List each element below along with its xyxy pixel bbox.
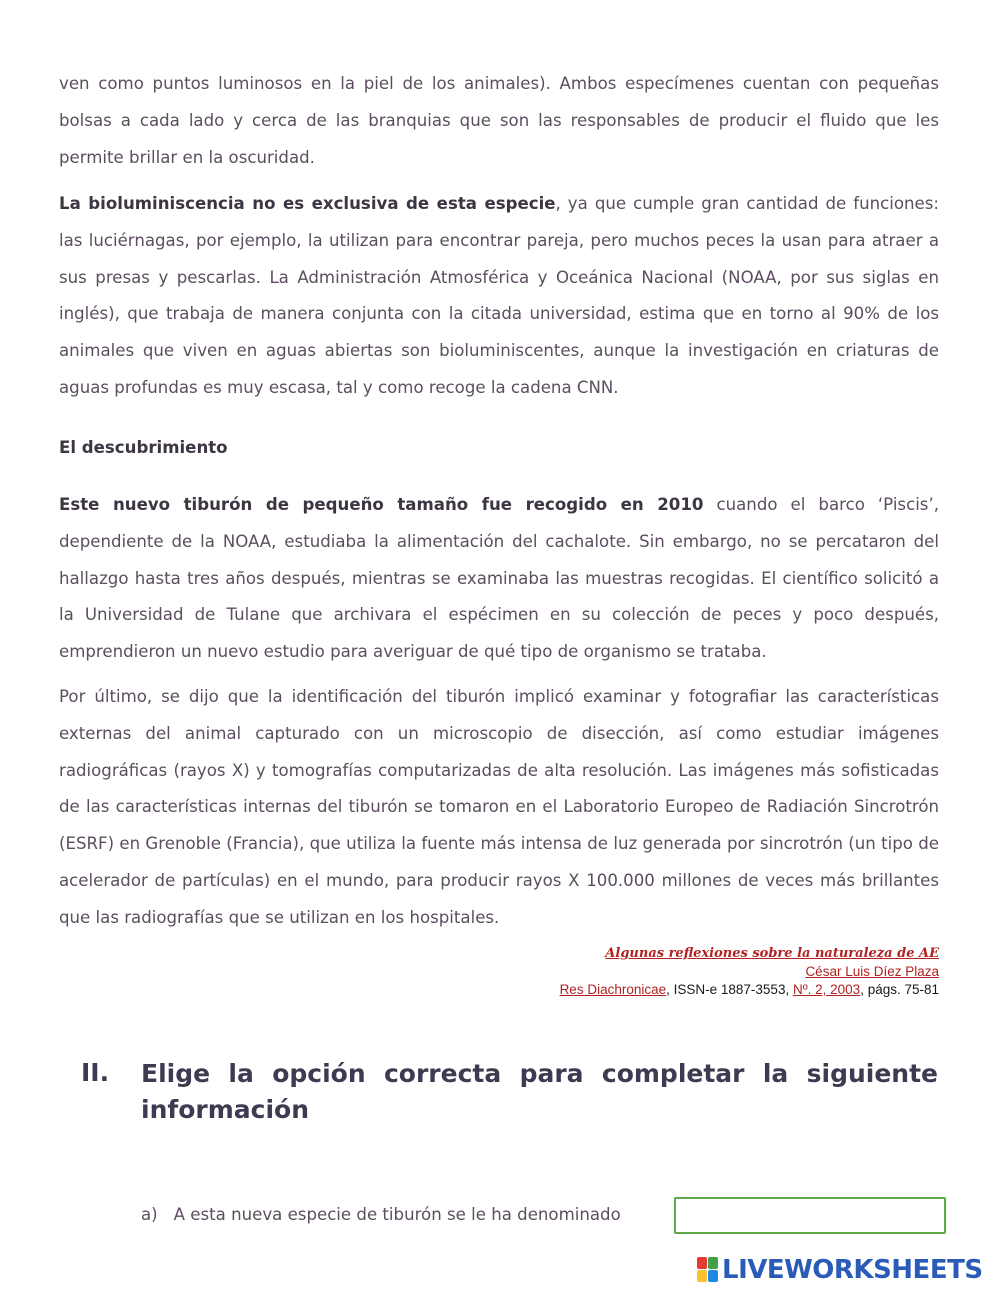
section-heading-discovery: El descubrimiento [59, 438, 228, 457]
citation-journal-link[interactable]: Res Diachronicae [559, 982, 667, 997]
citation-block [560, 944, 939, 999]
paragraph-bioluminescence-pouches: ven como puntos luminosos en la piel de los animales). Ambos especímenes cuentan con pequeñas bolsas a cada lado y cerca de las branquias que son las responsables de producir el fluido que les permite brillar en la oscuridad. [59, 74, 939, 167]
liveworksheets-logo-text: LIVEWORKSHEETS [722, 1255, 983, 1285]
paragraph-discovery: Este nuevo tiburón de pequeño tamaño fue recogido en 2010 cuando el barco ‘Piscis’, dependiente de la NOAA, estudiaba la alimentación del cachalote. Sin embargo, no se percataron del hallazgo hasta tres años después, mientras se examinaba las muestras recogidas. El científico solicitó a la Universidad de Tulane que archivara el espécimen en su colección de peces y poco después, emprendieron un nuevo estudio para averiguar de qué tipo de organismo se trataba. [59, 495, 939, 662]
section-title: Elige la opción correcta para completar la siguiente información [141, 1059, 938, 1124]
paragraph-identification: Por último, se dijo que la identificación del tiburón implicó examinar y fotografiar las características externas del animal capturado con un microscopio de disección, así como estudiar imágenes radiográficas (rayos X) y tomografías computarizadas de alta resolución. Las imágenes más sofisticadas de las características internas del tiburón se tomaron en el Laboratorio Europeo de Radiación Sincrotrón (ESRF) en Grenoble (Francia), que utiliza la fuente más intensa de luz generada por sincrotrón (un tipo de acelerador de partículas) en el mundo, para producir rayos X 100.000 millones de veces más brillantes que las radiografías que se utilizan en los hospitales. [59, 687, 939, 927]
liveworksheets-logo-icon [697, 1257, 719, 1283]
question-a [141, 1205, 621, 1224]
paragraph-lead-bold: Este nuevo tiburón de pequeño tamaño fue recogido en 2010 [59, 495, 704, 514]
liveworksheets-logo [697, 1255, 983, 1285]
paragraph-lead-bold: La bioluminiscencia no es exclusiva de esta especie [59, 194, 556, 213]
citation-issn: , ISSN-e 1887-3553, [666, 982, 793, 997]
citation-issue-link[interactable]: Nº. 2, 2003 [792, 982, 861, 997]
citation-title-link[interactable]: Algunas reflexiones sobre la naturaleza de AE [605, 946, 939, 961]
paragraph-bioluminescence-functions: La bioluminiscencia no es exclusiva de esta especie, ya que cumple gran cantidad de funciones: las luciérnagas, por ejemplo, la utilizan para encontrar pareja, pero muchos peces la usan para atraer a sus presas y pescarlas. La Administración Atmosférica y Oceánica Nacional (NOAA, por sus siglas en inglés), que trabaja de manera conjunta con la citada universidad, estima que en torno al 90% de los animales que viven en aguas abiertas son bioluminiscentes, aunque la investigación en criaturas de aguas profundas es muy escasa, tal y como recoge la cadena CNN. [59, 194, 939, 397]
answer-input-a[interactable] [674, 1197, 946, 1234]
question-text: A esta nueva especie de tiburón se le ha denominado [173, 1205, 621, 1224]
citation-pages: , págs. 75-81 [860, 982, 939, 997]
question-label: a) [141, 1205, 158, 1224]
section-number: II. [81, 1058, 110, 1087]
citation-author-link[interactable]: César Luis Díez Plaza [805, 964, 939, 979]
